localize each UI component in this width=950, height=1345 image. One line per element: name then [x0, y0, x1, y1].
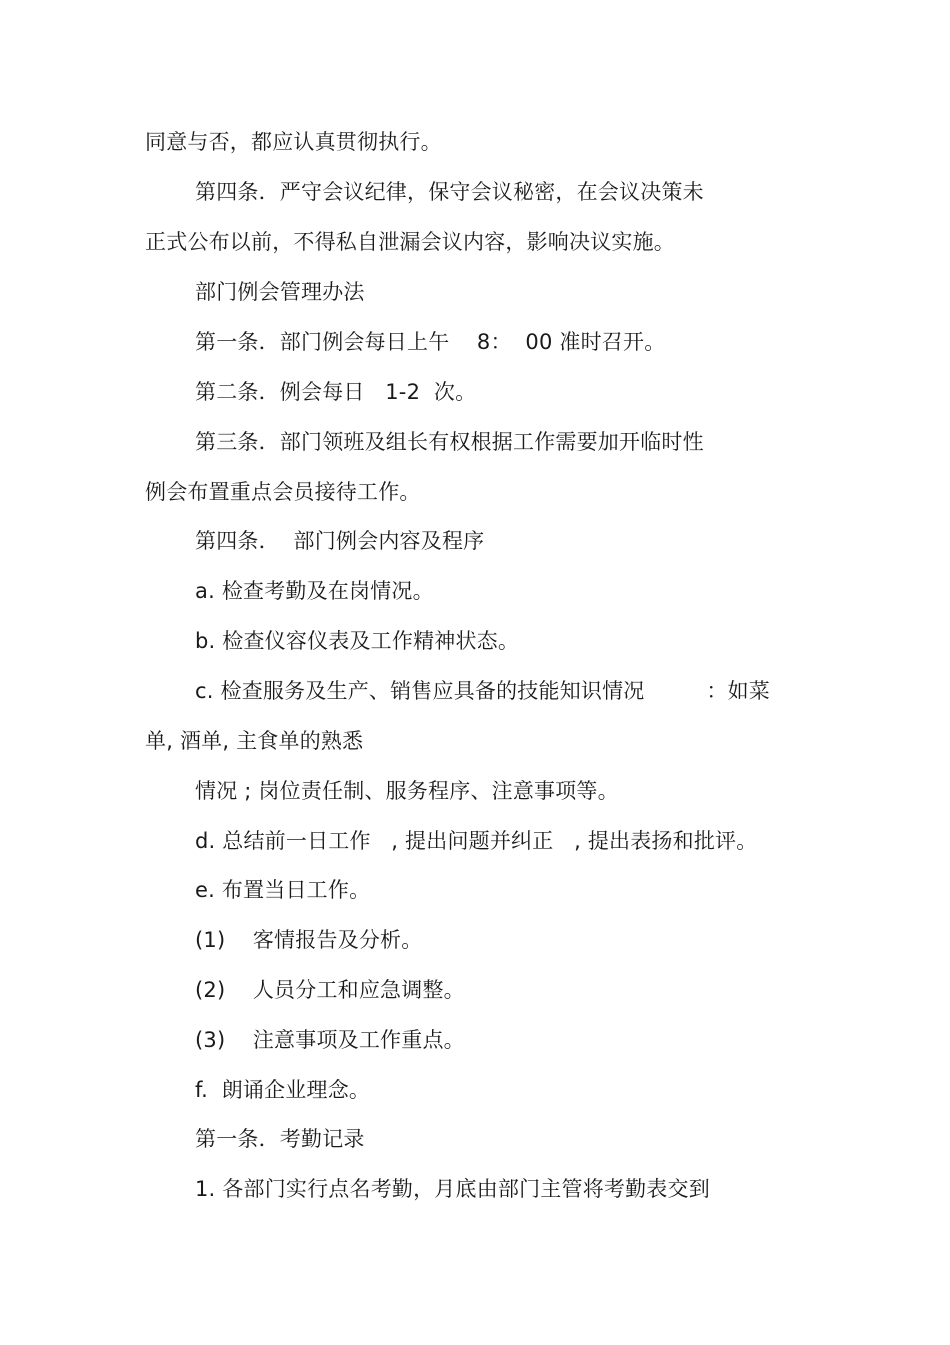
text-line: 第四条．严守会议纪律，保守会议秘密，在会议决策未: [195, 180, 704, 204]
text-line: 同意与否，都应认真贯彻执行。: [145, 130, 442, 154]
text-line: 例会布置重点会员接待工作。: [145, 480, 421, 504]
list-item: a. 检查考勤及在岗情况。: [195, 579, 434, 603]
list-item: c. 检查服务及生产、销售应具备的技能知识情况 ：如菜: [195, 679, 770, 703]
list-item: e. 布置当日工作。: [195, 878, 371, 902]
text-line: 第三条．部门领班及组长有权根据工作需要加开临时性: [195, 430, 704, 454]
list-item: (1) 客情报告及分析。: [195, 928, 423, 952]
list-item: 1. 各部门实行点名考勤，月底由部门主管将考勤表交到: [195, 1177, 710, 1201]
text-line: 正式公布以前，不得私自泄漏会议内容，影响决议实施。: [145, 230, 675, 254]
text-line: 情况 ; 岗位责任制、服务程序、注意事项等。: [195, 779, 619, 803]
list-item: d. 总结前一日工作 , 提出问题并纠正 , 提出表扬和批评。: [195, 829, 758, 853]
list-item: b. 检查仪容仪表及工作精神状态。: [195, 629, 520, 653]
text-line: 第四条． 部门例会内容及程序: [195, 529, 485, 553]
section-heading: 部门例会管理办法: [195, 280, 365, 304]
list-item: (2) 人员分工和应急调整。: [195, 978, 465, 1002]
text-line: 第一条．考勤记录: [195, 1127, 365, 1151]
list-item: f. 朗诵企业理念。: [195, 1078, 371, 1102]
text-line: 单, 酒单, 主食单的熟悉: [145, 729, 364, 753]
text-line: 第二条．例会每日 1-2 次。: [195, 380, 477, 404]
text-line: 第一条．部门例会每日上午 8： 00 准时召开。: [195, 330, 666, 354]
list-item: (3) 注意事项及工作重点。: [195, 1028, 465, 1052]
